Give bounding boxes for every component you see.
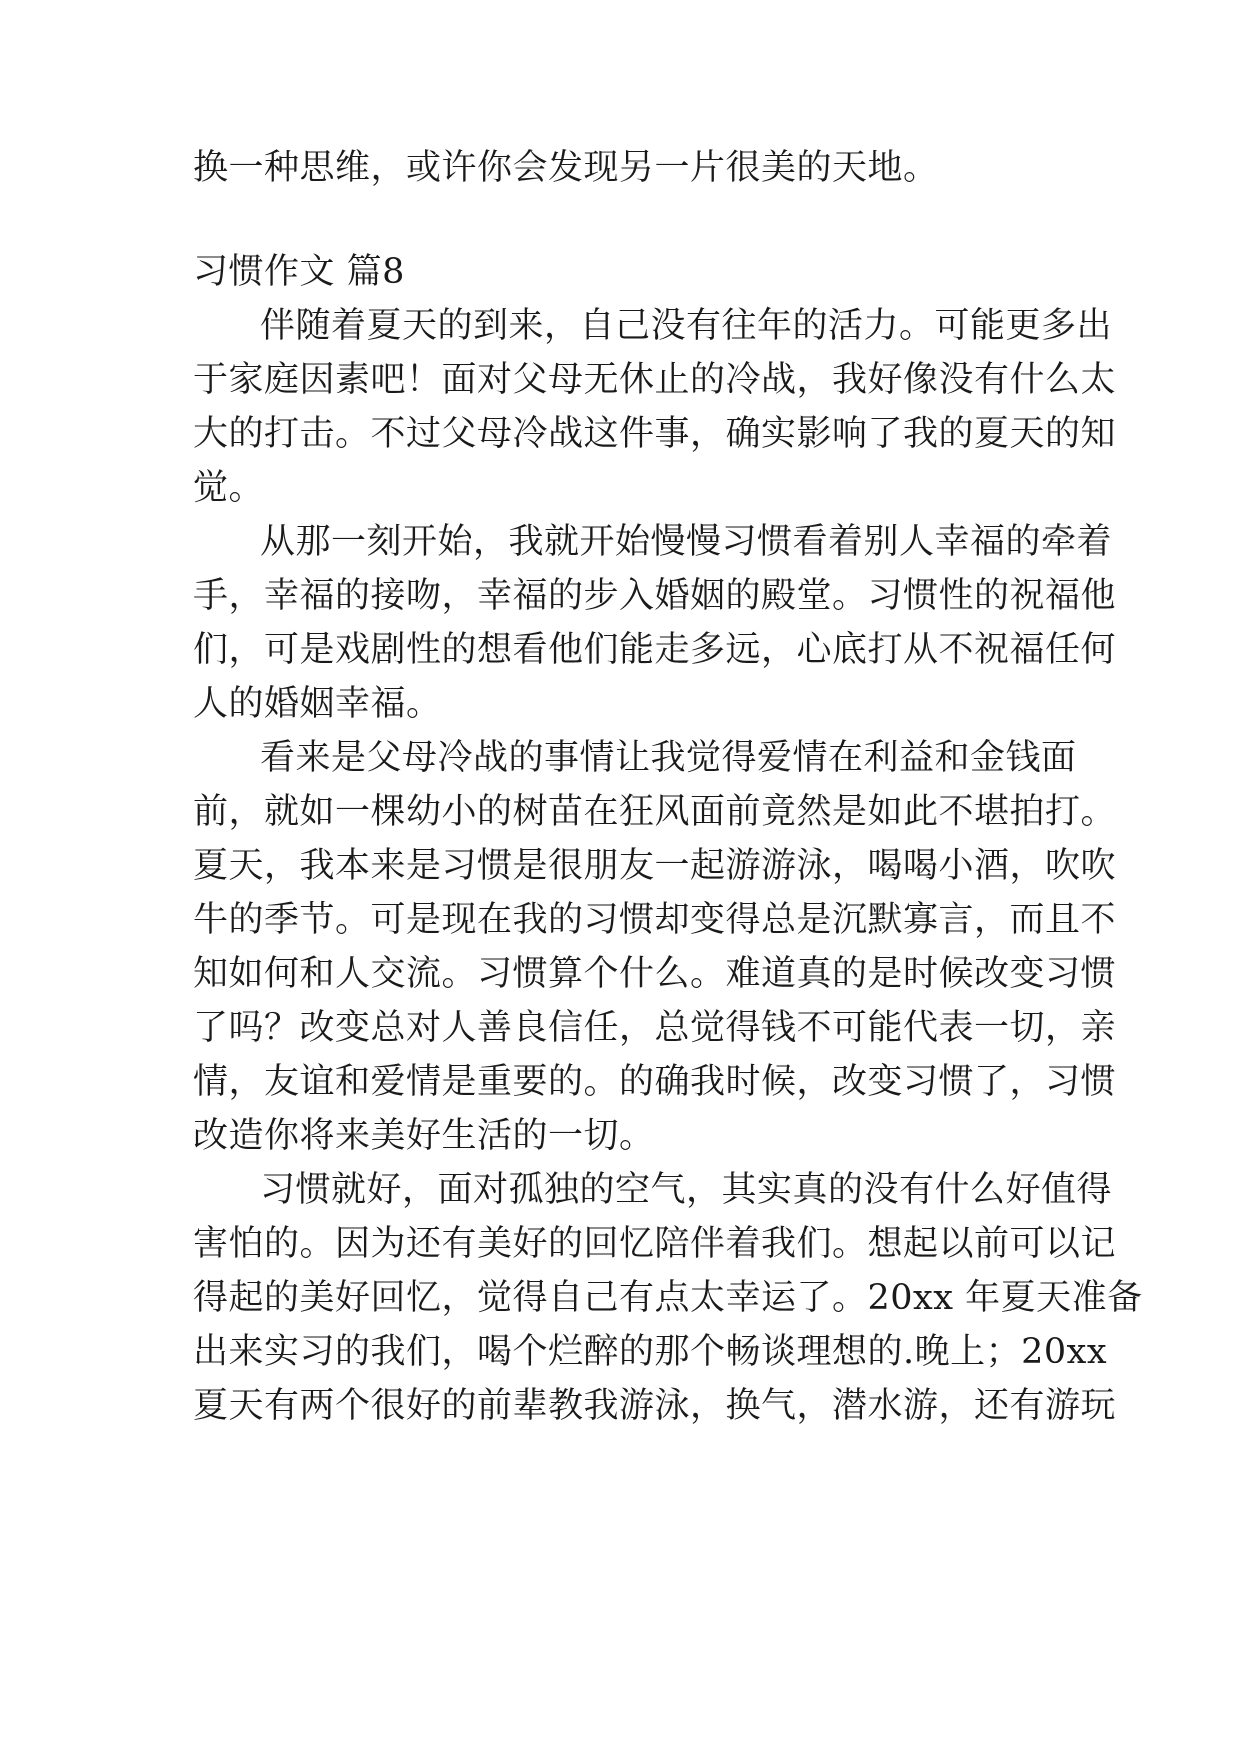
paragraph-1-line-2: 于家庭因素吧！面对父母无休止的冷战，我好像没有什么太 — [193, 360, 1117, 400]
paragraph-3-line-2: 前，就如一棵幼小的树苗在狂风面前竟然是如此不堪拍打。 — [193, 792, 1117, 832]
paragraph-4-line-3: 得起的美好回忆，觉得自己有点太幸运了。20xx 年夏天准备 — [193, 1278, 1143, 1318]
paragraph-1-line-4: 觉。 — [193, 468, 265, 508]
paragraph-3-line-7: 情，友谊和爱情是重要的。的确我时候，改变习惯了，习惯 — [193, 1062, 1117, 1102]
paragraph-1-line-3: 大的打击。不过父母冷战这件事，确实影响了我的夏天的知 — [193, 414, 1117, 454]
paragraph-4-line-5: 夏天有两个很好的前辈教我游泳，换气，潜水游，还有游玩 — [193, 1386, 1117, 1426]
paragraph-4-line-2: 害怕的。因为还有美好的回忆陪伴着我们。想起以前可以记 — [193, 1224, 1117, 1264]
paragraph-1-line-1: 伴随着夏天的到来，自己没有往年的活力。可能更多出 — [260, 306, 1113, 346]
paragraph-2-line-2: 手，幸福的接吻，幸福的步入婚姻的殿堂。习惯性的祝福他 — [193, 576, 1117, 616]
paragraph-2-line-4: 人的婚姻幸福。 — [193, 684, 442, 724]
paragraph-3-line-3: 夏天，我本来是习惯是很朋友一起游游泳，喝喝小酒，吹吹 — [193, 846, 1117, 886]
paragraph-closing-line: 换一种思维，或许你会发现另一片很美的天地。 — [193, 148, 939, 188]
paragraph-3-line-8: 改造你将来美好生活的一切。 — [193, 1116, 655, 1156]
paragraph-3-line-6: 了吗？改变总对人善良信任，总觉得钱不可能代表一切，亲 — [193, 1008, 1117, 1048]
paragraph-3-line-5: 知如何和人交流。习惯算个什么。难道真的是时候改变习惯 — [193, 954, 1117, 994]
paragraph-4-line-4: 出来实习的我们，喝个烂醉的那个畅谈理想的.晚上；20xx — [193, 1332, 1108, 1372]
paragraph-4-line-1: 习惯就好，面对孤独的空气，其实真的没有什么好值得 — [260, 1170, 1113, 1210]
paragraph-3-line-1: 看来是父母冷战的事情让我觉得爱情在利益和金钱面 — [260, 738, 1077, 778]
section-heading: 习惯作文 篇8 — [193, 252, 405, 292]
paragraph-2-line-3: 们，可是戏剧性的想看他们能走多远，心底打从不祝福任何 — [193, 630, 1117, 670]
paragraph-2-line-1: 从那一刻开始，我就开始慢慢习惯看着别人幸福的牵着 — [260, 522, 1113, 562]
paragraph-3-line-4: 牛的季节。可是现在我的习惯却变得总是沉默寡言，而且不 — [193, 900, 1117, 940]
